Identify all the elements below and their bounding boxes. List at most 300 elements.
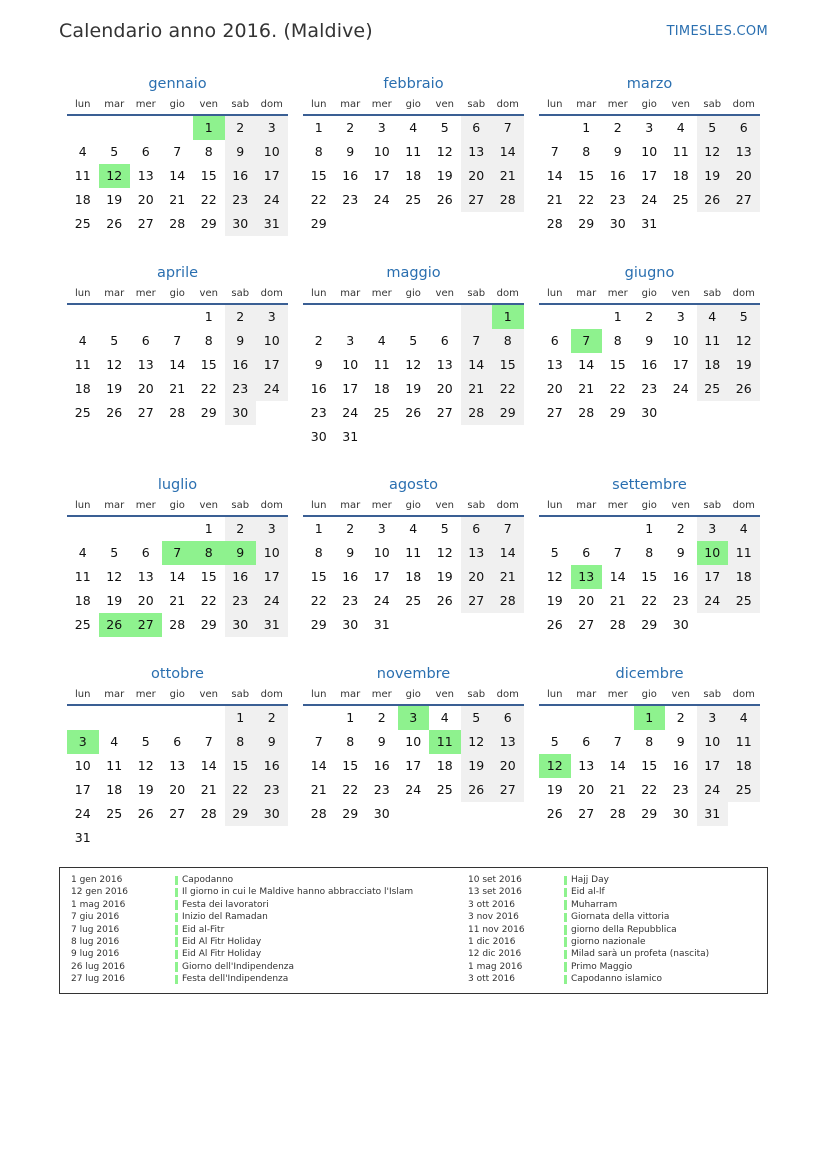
legend-date: 1 dic 2016	[468, 936, 516, 947]
empty-cell	[193, 706, 225, 730]
weekday-label: sab	[703, 288, 722, 299]
day-cell: 1	[193, 116, 225, 140]
day-grid	[539, 517, 760, 637]
empty-cell	[398, 425, 430, 449]
legend-date: 8 lug 2016	[71, 936, 120, 947]
weekday-label: mer	[607, 689, 628, 700]
empty-cell	[571, 706, 603, 730]
weekday-label: gio	[641, 689, 657, 700]
legend-date: 27 lug 2016	[71, 974, 125, 985]
day-grid	[303, 706, 524, 826]
day-cell: 28	[200, 806, 217, 821]
day-cell: 16	[373, 758, 390, 773]
day-cell: 9	[346, 545, 355, 560]
day-cell: 30	[256, 802, 288, 826]
empty-cell	[130, 305, 162, 329]
day-cell: 27	[546, 405, 563, 420]
weekday-label: lun	[547, 99, 563, 110]
legend-holiday-name: Eid al-lf	[571, 887, 605, 898]
day-cell: 5	[110, 333, 119, 348]
day-cell: 3	[697, 517, 729, 541]
day-cell: 12	[546, 569, 563, 584]
holiday-marker	[175, 913, 178, 923]
weekday-label: ven	[435, 500, 454, 511]
weekday-label: dom	[260, 288, 283, 299]
legend-entry	[468, 911, 758, 923]
weekday-label: gio	[641, 500, 657, 511]
day-cell: 30	[672, 617, 689, 632]
day-cell: 3	[346, 333, 355, 348]
weekday-label: lun	[75, 288, 91, 299]
day-cell: 6	[141, 333, 150, 348]
holiday-marker	[564, 913, 567, 923]
legend-date: 3 ott 2016	[468, 974, 515, 985]
day-cell: 31	[342, 429, 359, 444]
empty-cell	[602, 517, 634, 541]
day-cell: 28	[169, 216, 186, 231]
empty-cell	[398, 212, 430, 236]
day-cell: 26	[137, 806, 154, 821]
empty-cell	[728, 802, 760, 826]
day-cell: 7	[492, 116, 524, 140]
weekday-label: sab	[231, 689, 250, 700]
day-cell: 5	[409, 333, 418, 348]
empty-cell	[461, 425, 493, 449]
empty-cell	[162, 826, 194, 850]
day-cell: 6	[582, 734, 591, 749]
page-title: Calendario anno 2016. (Maldive)	[59, 20, 373, 42]
day-cell: 26	[728, 377, 760, 401]
month-luglio	[67, 473, 288, 637]
legend-holiday-name: giorno della Repubblica	[571, 924, 677, 935]
day-cell: 26	[99, 613, 131, 637]
day-cell: 5	[461, 706, 493, 730]
day-cell: 7	[173, 333, 182, 348]
holiday-marker	[175, 876, 178, 886]
day-cell: 4	[676, 120, 685, 135]
day-cell: 8	[204, 144, 213, 159]
day-cell: 25	[74, 405, 91, 420]
day-cell: 12	[106, 569, 123, 584]
day-cell: 23	[342, 192, 359, 207]
weekday-label: mer	[371, 288, 392, 299]
day-cell: 4	[728, 706, 760, 730]
day-cell: 18	[728, 754, 760, 778]
legend-entry	[468, 961, 758, 973]
day-cell: 14	[492, 140, 524, 164]
day-cell: 11	[728, 541, 760, 565]
weekday-header	[303, 96, 524, 116]
weekday-label: mer	[607, 500, 628, 511]
day-cell: 23	[310, 405, 327, 420]
day-cell: 12	[461, 730, 493, 754]
weekday-header	[67, 686, 288, 706]
day-cell: 13	[492, 730, 524, 754]
legend-date: 1 mag 2016	[468, 961, 523, 972]
day-cell: 1	[346, 710, 355, 725]
day-cell: 12	[405, 357, 422, 372]
weekday-label: mar	[104, 288, 125, 299]
weekday-label: dom	[496, 288, 519, 299]
day-cell: 27	[728, 188, 760, 212]
empty-cell	[571, 517, 603, 541]
empty-cell	[335, 212, 367, 236]
day-cell: 26	[106, 405, 123, 420]
day-cell: 24	[256, 188, 288, 212]
day-cell: 6	[492, 706, 524, 730]
day-cell: 7	[492, 517, 524, 541]
day-cell: 4	[377, 333, 386, 348]
legend-holiday-name: Milad sarà un profeta (nascita)	[571, 949, 710, 960]
month-settembre	[539, 473, 760, 637]
weekday-label: gio	[405, 689, 421, 700]
day-cell: 17	[256, 353, 288, 377]
empty-cell	[162, 116, 194, 140]
legend-date: 12 gen 2016	[71, 887, 129, 898]
day-cell: 15	[200, 357, 217, 372]
day-cell: 13	[461, 140, 493, 164]
day-cell: 2	[613, 120, 622, 135]
day-cell: 16	[256, 754, 288, 778]
day-cell: 17	[697, 754, 729, 778]
day-cell: 1	[634, 706, 666, 730]
day-cell: 28	[609, 617, 626, 632]
empty-cell	[697, 613, 729, 637]
weekday-header	[539, 686, 760, 706]
weekday-label: ven	[671, 99, 690, 110]
day-cell: 10	[256, 541, 288, 565]
empty-cell	[697, 401, 729, 425]
day-cell: 6	[461, 517, 493, 541]
day-cell: 19	[546, 593, 563, 608]
day-cell: 4	[697, 305, 729, 329]
day-cell: 29	[492, 401, 524, 425]
day-cell: 9	[613, 144, 622, 159]
day-cell: 22	[342, 782, 359, 797]
day-cell: 4	[78, 545, 87, 560]
day-cell: 9	[377, 734, 386, 749]
day-cell: 25	[74, 216, 91, 231]
day-cell: 15	[609, 357, 626, 372]
empty-cell	[398, 802, 430, 826]
day-cell: 25	[405, 593, 422, 608]
empty-cell	[303, 706, 335, 730]
weekday-label: sab	[231, 500, 250, 511]
day-cell: 3	[697, 706, 729, 730]
day-cell: 16	[225, 353, 257, 377]
day-cell: 25	[436, 782, 453, 797]
legend-date: 7 lug 2016	[71, 924, 120, 935]
day-cell: 8	[645, 734, 654, 749]
legend-entry	[71, 911, 461, 923]
weekday-label: lun	[311, 500, 327, 511]
legend-date: 1 gen 2016	[71, 875, 123, 885]
day-cell: 4	[440, 710, 449, 725]
weekday-label: ven	[671, 288, 690, 299]
empty-cell	[130, 116, 162, 140]
day-cell: 15	[492, 353, 524, 377]
day-cell: 9	[645, 333, 654, 348]
day-cell: 28	[578, 405, 595, 420]
day-cell: 1	[582, 120, 591, 135]
empty-cell	[539, 116, 571, 140]
legend-holiday-name: Primo Maggio	[571, 961, 633, 972]
legend-entry	[71, 899, 461, 911]
empty-cell	[67, 116, 99, 140]
weekday-label: ven	[435, 689, 454, 700]
day-cell: 4	[728, 517, 760, 541]
day-cell: 17	[641, 168, 658, 183]
weekday-label: lun	[75, 99, 91, 110]
empty-cell	[398, 613, 430, 637]
day-cell: 13	[571, 565, 603, 589]
day-cell: 2	[314, 333, 323, 348]
day-cell: 22	[310, 192, 327, 207]
day-cell: 24	[697, 778, 729, 802]
weekday-label: gio	[169, 689, 185, 700]
legend-column-right	[468, 874, 758, 986]
month-title: luglio	[157, 477, 198, 493]
weekday-label: mer	[371, 500, 392, 511]
empty-cell	[256, 826, 288, 850]
weekday-header	[67, 96, 288, 116]
day-cell: 13	[578, 758, 595, 773]
day-cell: 23	[225, 589, 257, 613]
holiday-marker	[564, 962, 567, 972]
day-cell: 23	[225, 377, 257, 401]
empty-cell	[492, 212, 524, 236]
legend-date: 3 ott 2016	[468, 899, 515, 910]
day-cell: 8	[645, 545, 654, 560]
weekday-label: ven	[671, 689, 690, 700]
weekday-label: mar	[340, 689, 361, 700]
day-cell: 15	[641, 569, 658, 584]
day-cell: 24	[405, 782, 422, 797]
day-cell: 13	[137, 168, 154, 183]
weekday-label: ven	[199, 288, 218, 299]
day-cell: 13	[728, 140, 760, 164]
day-cell: 15	[200, 168, 217, 183]
day-cell: 31	[373, 617, 390, 632]
empty-cell	[492, 802, 524, 826]
holiday-marker	[564, 950, 567, 960]
day-cell: 26	[436, 192, 453, 207]
day-cell: 21	[546, 192, 563, 207]
holiday-marker	[175, 925, 178, 935]
weekday-label: mar	[576, 288, 597, 299]
empty-cell	[366, 212, 398, 236]
empty-cell	[130, 706, 162, 730]
weekday-label: dom	[260, 500, 283, 511]
day-cell: 28	[169, 617, 186, 632]
day-cell: 4	[409, 120, 418, 135]
day-cell: 25	[672, 192, 689, 207]
legend-entry	[71, 961, 461, 973]
legend-holiday-name: Eid al-Fitr	[182, 924, 225, 935]
weekday-label: mar	[104, 500, 125, 511]
empty-cell	[162, 305, 194, 329]
day-cell: 20	[492, 754, 524, 778]
day-cell: 18	[405, 569, 422, 584]
empty-cell	[162, 517, 194, 541]
weekday-label: lun	[547, 288, 563, 299]
empty-cell	[571, 305, 603, 329]
legend-date: 26 lug 2016	[71, 961, 125, 972]
legend-column-left	[71, 874, 461, 986]
day-cell: 25	[373, 405, 390, 420]
day-cell: 8	[225, 730, 257, 754]
day-cell: 6	[550, 333, 559, 348]
day-cell: 10	[697, 730, 729, 754]
weekday-label: mer	[607, 288, 628, 299]
month-aprile	[67, 261, 288, 425]
day-cell: 20	[137, 381, 154, 396]
empty-cell	[728, 613, 760, 637]
day-cell: 26	[461, 778, 493, 802]
day-cell: 24	[697, 589, 729, 613]
month-dicembre	[539, 662, 760, 826]
day-cell: 27	[578, 806, 595, 821]
day-cell: 9	[676, 734, 685, 749]
day-cell: 4	[409, 521, 418, 536]
day-cell: 15	[342, 758, 359, 773]
day-cell: 3	[645, 120, 654, 135]
empty-cell	[99, 706, 131, 730]
day-cell: 25	[74, 617, 91, 632]
legend-holiday-name: Capodanno islamico	[571, 974, 662, 985]
weekday-label: gio	[169, 99, 185, 110]
day-cell: 22	[641, 782, 658, 797]
day-cell: 11	[405, 144, 422, 159]
day-cell: 2	[645, 309, 654, 324]
legend-entry	[71, 973, 461, 985]
day-cell: 1	[645, 521, 654, 536]
day-cell: 13	[436, 357, 453, 372]
day-cell: 4	[78, 144, 87, 159]
day-cell: 26	[697, 188, 729, 212]
day-cell: 10	[74, 758, 91, 773]
day-cell: 18	[697, 353, 729, 377]
holiday-marker	[564, 876, 567, 886]
weekday-label: mer	[371, 99, 392, 110]
day-cell: 21	[609, 593, 626, 608]
day-cell: 13	[137, 357, 154, 372]
day-cell: 14	[169, 168, 186, 183]
day-cell: 18	[436, 758, 453, 773]
site-link[interactable]: TIMESLES.COM	[666, 24, 768, 39]
day-cell: 8	[346, 734, 355, 749]
day-cell: 14	[310, 758, 327, 773]
weekday-label: lun	[311, 689, 327, 700]
empty-cell	[492, 425, 524, 449]
weekday-label: mar	[576, 99, 597, 110]
day-cell: 27	[137, 405, 154, 420]
empty-cell	[429, 613, 461, 637]
weekday-label: lun	[75, 500, 91, 511]
weekday-label: gio	[405, 288, 421, 299]
weekday-label: mer	[135, 99, 156, 110]
day-cell: 10	[641, 144, 658, 159]
day-cell: 6	[582, 545, 591, 560]
weekday-label: sab	[467, 689, 486, 700]
legend-date: 12 dic 2016	[468, 949, 522, 960]
weekday-label: dom	[260, 99, 283, 110]
day-cell: 17	[405, 758, 422, 773]
holiday-marker	[175, 962, 178, 972]
day-cell: 29	[641, 617, 658, 632]
weekday-label: ven	[199, 500, 218, 511]
day-cell: 7	[613, 545, 622, 560]
day-cell: 21	[492, 164, 524, 188]
day-cell: 7	[173, 144, 182, 159]
day-cell: 24	[342, 405, 359, 420]
day-cell: 20	[137, 593, 154, 608]
day-cell: 19	[106, 593, 123, 608]
weekday-label: ven	[435, 288, 454, 299]
day-cell: 6	[461, 116, 493, 140]
empty-cell	[665, 212, 697, 236]
day-cell: 11	[106, 758, 123, 773]
day-cell: 3	[676, 309, 685, 324]
month-title: novembre	[376, 666, 451, 682]
day-cell: 29	[225, 802, 257, 826]
day-cell: 28	[609, 806, 626, 821]
day-cell: 22	[641, 593, 658, 608]
day-cell: 19	[436, 569, 453, 584]
weekday-label: mer	[607, 99, 628, 110]
weekday-label: mar	[576, 500, 597, 511]
weekday-label: gio	[405, 500, 421, 511]
day-cell: 26	[106, 216, 123, 231]
legend-entry	[468, 936, 758, 948]
empty-cell	[67, 305, 99, 329]
day-cell: 19	[728, 353, 760, 377]
day-cell: 24	[672, 381, 689, 396]
empty-cell	[335, 305, 367, 329]
day-grid	[67, 706, 288, 850]
day-cell: 29	[200, 216, 217, 231]
empty-cell	[429, 425, 461, 449]
day-cell: 19	[697, 164, 729, 188]
day-cell: 14	[461, 353, 493, 377]
day-cell: 21	[200, 782, 217, 797]
month-title: agosto	[388, 477, 439, 493]
day-cell: 17	[342, 381, 359, 396]
day-cell: 31	[74, 830, 91, 845]
empty-cell	[67, 706, 99, 730]
day-cell: 7	[571, 329, 603, 353]
day-cell: 15	[310, 168, 327, 183]
weekday-label: mar	[104, 689, 125, 700]
day-cell: 30	[225, 613, 257, 637]
day-cell: 24	[256, 589, 288, 613]
empty-cell	[99, 517, 131, 541]
day-cell: 20	[169, 782, 186, 797]
month-title: febbraio	[383, 76, 444, 92]
weekday-label: sab	[703, 500, 722, 511]
day-cell: 3	[377, 120, 386, 135]
day-cell: 16	[342, 569, 359, 584]
day-cell: 3	[377, 521, 386, 536]
legend-holiday-name: Eid Al Fitr Holiday	[182, 949, 262, 960]
day-cell: 28	[461, 401, 493, 425]
day-cell: 29	[200, 617, 217, 632]
day-grid	[303, 517, 524, 637]
day-cell: 9	[225, 140, 257, 164]
day-cell: 5	[728, 305, 760, 329]
day-cell: 26	[436, 593, 453, 608]
legend-holiday-name: Il giorno in cui le Maldive hanno abbracciato l'Islam	[182, 887, 414, 898]
